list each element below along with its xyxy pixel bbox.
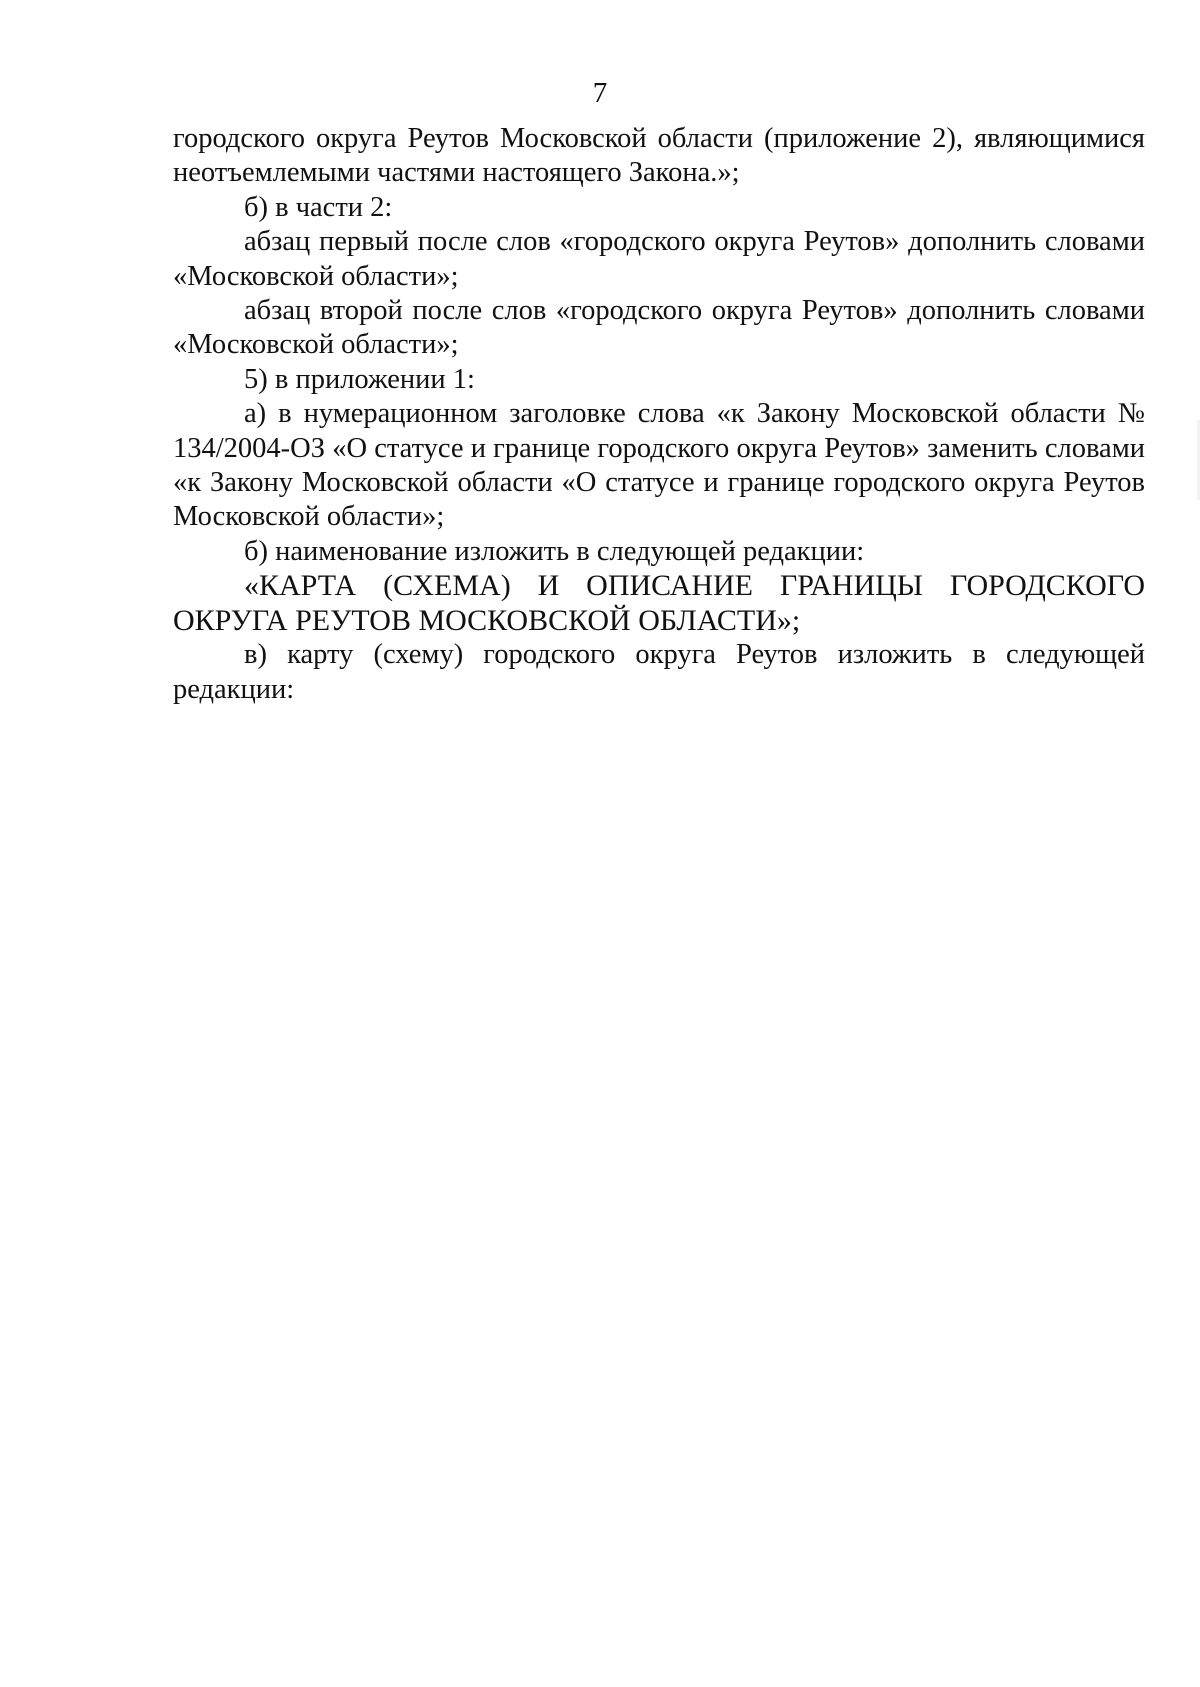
paragraph-map-edition: в) карту (схему) городского округа Реутов изложить в следующей редакции:: [173, 639, 1145, 705]
page-number: 7: [592, 77, 608, 109]
paragraph-second-abzac: абзац второй после слов «городского округа Реутов» дополнить словами «Московской области»;: [173, 295, 1145, 361]
paragraph-part-2: б) в части 2:: [244, 191, 393, 223]
document-body: [173, 122, 1145, 707]
paragraph-continuation: городского округа Реутов Московской области (приложение 2), являющимися неотъемлемыми частями настоящего Закона.»;: [173, 123, 1145, 189]
paragraph-name-edition: б) наименование изложить в следующей редакции:: [244, 535, 865, 567]
paragraph-first-abzac: абзац первый после слов «городского округа Реутов» дополнить словами «Московской области»;: [173, 226, 1145, 292]
paragraph-numbering-heading: а) в нумерационном заголовке слова «к Закону Московской области № 134/2004-ОЗ «О статусе и границе городского округа Реутов» заменить словами «к Закону Московской области «О статусе и границе городского округа Реутов Московской области»;: [173, 398, 1145, 533]
paragraph-appendix-1: 5) в приложении 1:: [244, 363, 475, 395]
paragraph-map-title: «КАРТА (СХЕМА) И ОПИСАНИЕ ГРАНИЦЫ ГОРОДСКОГО ОКРУГА РЕУТОВ МОСКОВСКОЙ ОБЛАСТИ»;: [173, 569, 1145, 637]
